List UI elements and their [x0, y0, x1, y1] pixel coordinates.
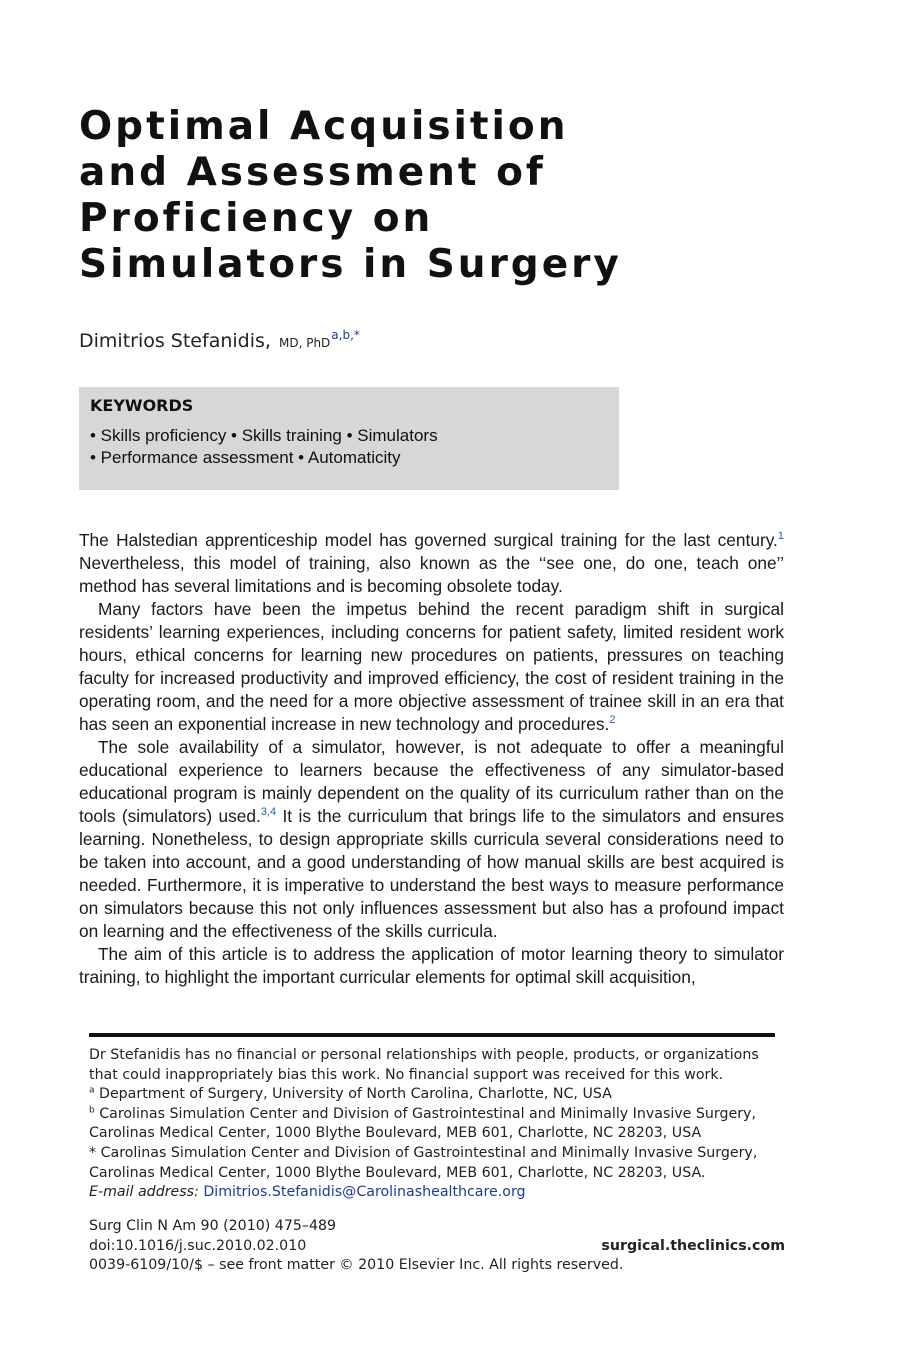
keywords-line: • Performance assessment • Automaticity	[90, 448, 401, 467]
affiliation-b	[89, 1105, 789, 1125]
title-line: Proficiency on	[79, 196, 434, 241]
author-affiliation-marks: a,b,*	[331, 328, 360, 342]
paragraph-text: It is the curriculum that brings life to the simulators and ensures learning. Nonetheless, to design appropriate skills curricula several considerations need to be taken into account, and a good understanding of how manual skills are best acquired is needed. Furthermore, it is imperative to understand the best ways to measure performance on simulators because this not only influences assessment but also has a profound impact on learning and the effectiveness of the skills curricula.	[79, 806, 784, 941]
body-text	[79, 529, 784, 989]
affiliation-text: Carolinas Simulation Center and Division of Gastrointestinal and Minimally Invasive Surgery,	[94, 1105, 756, 1122]
affiliation-text: Department of Surgery, University of North Carolina, Charlotte, NC, USA	[94, 1086, 612, 1103]
affiliation-mark: b	[89, 1105, 95, 1116]
reference-link[interactable]: 3,4	[260, 806, 277, 819]
journal-copyright: 0039-6109/10/$ – see front matter © 2010 Elsevier Inc. All rights reserved.	[89, 1257, 624, 1274]
paragraph	[79, 598, 784, 736]
keywords-heading: KEYWORDS	[90, 396, 194, 415]
title-line: Simulators in Surgery	[79, 242, 622, 287]
reference-link[interactable]: 2	[609, 714, 616, 727]
corresponding-author: * Carolinas Simulation Center and Division of Gastrointestinal and Minimally Invasive Surgery,	[89, 1144, 758, 1161]
footnotes	[89, 1046, 789, 1203]
title-line: Optimal Acquisition	[79, 104, 569, 149]
keywords-box	[79, 387, 619, 490]
paragraph	[79, 943, 784, 989]
email-link[interactable]: Dimitrios.Stefanidis@Carolinashealthcare.org	[203, 1184, 526, 1201]
email-label: E-mail address:	[89, 1184, 199, 1201]
disclosure-line: Dr Stefanidis has no financial or personal relationships with people, products, or organizations	[89, 1047, 759, 1063]
email-line	[89, 1183, 789, 1203]
footnote-divider	[89, 1033, 775, 1037]
article-title	[79, 104, 799, 288]
paragraph-text: The aim of this article is to address the application of motor learning theory to simulator training, to highlight the important curricular elements for optimal skill acquisition,	[79, 944, 784, 987]
corresponding-author-cont: Carolinas Medical Center, 1000 Blythe Boulevard, MEB 601, Charlotte, NC 28203, USA.	[89, 1164, 706, 1181]
disclosure-line: that could inappropriately bias this work. No financial support was received for this work.	[89, 1066, 724, 1083]
paragraph	[79, 529, 784, 598]
affiliation-b-cont: Carolinas Medical Center, 1000 Blythe Boulevard, MEB 601, Charlotte, NC 28203, USA	[89, 1125, 702, 1142]
paragraph-text: The Halstedian apprenticeship model has governed surgical training for the last century.	[79, 530, 778, 550]
paragraph	[79, 736, 784, 943]
title-line: and Assessment of	[79, 150, 546, 195]
affiliation-a	[89, 1085, 789, 1105]
reference-link[interactable]: 1	[777, 530, 784, 543]
author-line	[79, 328, 360, 352]
journal-site-link[interactable]: surgical.theclinics.com	[601, 1237, 785, 1254]
paragraph-text: The sole availability of a simulator, however, is not adequate to offer a meaningful educational experience to learners because the effectiveness of any simulator-based educational program is mainly dependent on the quality of its curriculum rather than on the tools (simulators) used.	[79, 737, 784, 826]
keywords-line: • Skills proficiency • Skills training • Simulators	[90, 426, 438, 445]
affiliation-mark: a	[89, 1085, 95, 1096]
paragraph-text: Many factors have been the impetus behind the recent paradigm shift in surgical residents’ learning experiences, including concerns for patient safety, limited resident work hours, ethical concerns for learning new procedures on patients, pressures on teaching faculty for increased productivity and improved efficiency, the cost of resident training in the operating room, and the need for a more objective assessment of trainee skill in an era that has seen an exponential increase in new technology and procedures.	[79, 599, 784, 734]
journal-citation: Surg Clin N Am 90 (2010) 475–489	[89, 1218, 337, 1234]
author-name: Dimitrios Stefanidis,	[79, 330, 271, 352]
journal-info	[89, 1217, 785, 1276]
paragraph-text: Nevertheless, this model of training, also known as the ‘‘see one, do one, teach one’’ method has several limitations and is becoming obsolete today.	[79, 553, 784, 596]
author-degrees: MD, PhD	[278, 336, 331, 350]
journal-doi: doi:10.1016/j.suc.2010.02.010	[89, 1237, 307, 1254]
